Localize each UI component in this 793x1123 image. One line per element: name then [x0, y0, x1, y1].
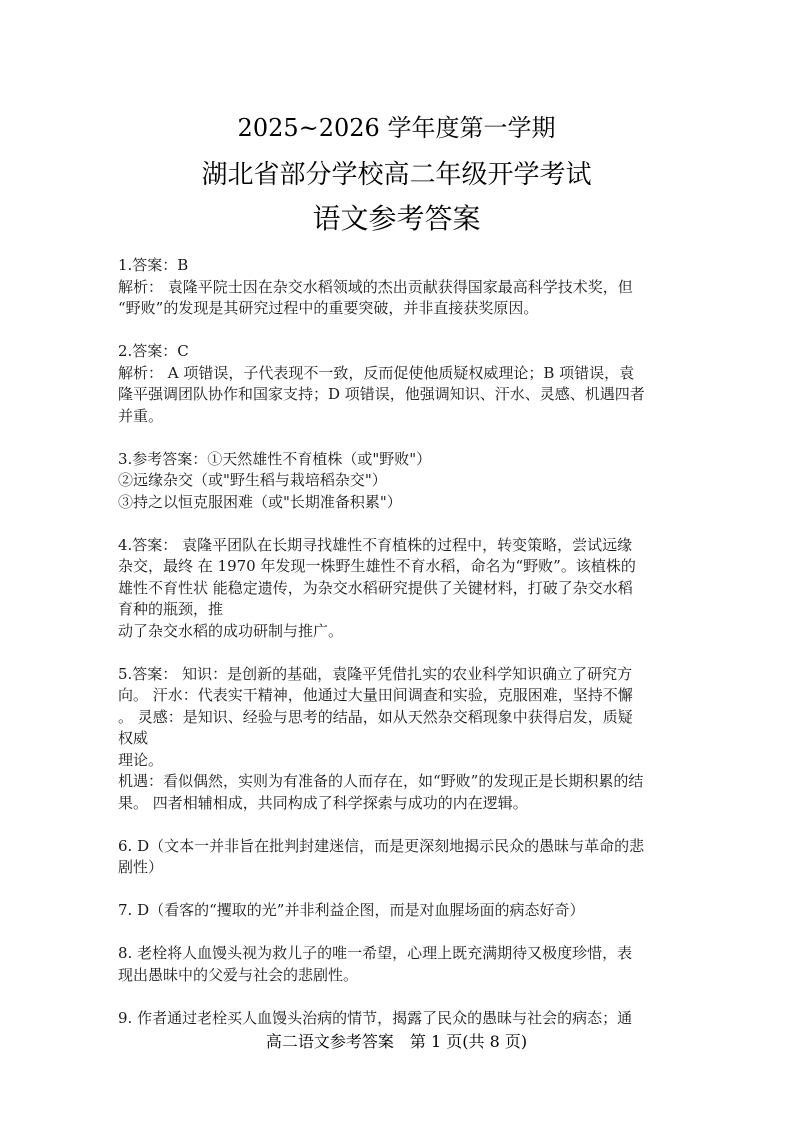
paragraph-gap — [118, 986, 676, 1008]
exam-title: 湖北省部分学校高二年级开学考试 — [201, 160, 592, 190]
answer-line: 7. D（看客的“攫取的光”并非利益企图，而是对血腥场面的病态好奇） — [118, 901, 585, 919]
paragraph-gap — [118, 814, 676, 836]
answer-line: 向。 汗水：代表实干精神，他通过大量田间调查和实验，克服困难，坚持不懈 — [118, 686, 633, 704]
answer-line: “野败”的发现是其研究过程中的重要突破，并非直接获奖原因。 — [118, 299, 539, 317]
paragraph-gap — [118, 879, 676, 901]
answer-line: 并重。 — [118, 406, 164, 425]
answer-line: 4.答案： 袁隆平团队在长期寻找雄性不育植株的过程中，转变策略，尝试远缘 — [118, 535, 633, 554]
answer-item-4 — [118, 535, 676, 643]
answer-line: ②远缘杂交（或"野生稻与栽培稻杂交"） — [118, 471, 387, 489]
paragraph-gap — [118, 922, 676, 944]
answer-line: 果。 四者相辅相成，共同构成了科学探索与成功的内在逻辑。 — [118, 793, 528, 812]
answer-line: 权威 — [118, 729, 149, 747]
paragraph-gap — [118, 427, 676, 449]
answer-line: 解析： A 项错误，子代表现不一致，反而促使他质疑权威理论；B 项错误，袁 — [118, 363, 635, 382]
answer-list — [118, 255, 676, 1029]
answer-item-1 — [118, 255, 676, 320]
page-footer: 高二语文参考答案 第 1 页(共 8 页) — [265, 1032, 528, 1051]
subject-title: 语文参考答案 — [312, 202, 481, 235]
answer-line: ③持之以恒克服困难（或"长期准备积累"） — [118, 492, 402, 511]
term-title: 2025~2026 学年度第一学期 — [237, 114, 556, 142]
answer-line: 隆平强调团队协作和国家支持；D 项错误，他强调知识、汗水、灵感、机遇四者 — [118, 385, 645, 403]
answer-line: 育种的瓶颈，推 — [118, 600, 224, 618]
paragraph-gap — [118, 642, 676, 664]
answer-line: 杂交，最终 在 1970 年发现一株野生雄性不育水稻，命名为“野败”。该植株的 — [118, 557, 636, 575]
answer-line: 1.答案：B — [118, 256, 189, 274]
answer-item-8 — [118, 943, 676, 986]
answer-item-3 — [118, 449, 676, 514]
answer-item-9 — [118, 1008, 676, 1030]
answer-item-7 — [118, 900, 676, 922]
answer-line: 9. 作者通过老栓买人血馒头治病的情节，揭露了民众的愚昧与社会的病态；通 — [118, 1008, 633, 1027]
answer-line: 8. 老栓将人血馒头视为救儿子的唯一希望，心理上既充满期待又极度珍惜，表 — [118, 944, 633, 962]
answer-line: 5.答案： 知识：是创新的基础，袁隆平凭借扎实的农业科学知识确立了研究方 — [118, 664, 633, 683]
answer-item-5 — [118, 664, 676, 815]
answer-line: 6. D（文本一并非旨在批判封建迷信，而是更深刻地揭示民众的愚昧与革命的悲 — [118, 836, 645, 855]
answer-line: 2.答案：C — [118, 342, 189, 360]
paragraph-gap — [118, 513, 676, 535]
answer-line: 雄性不育性状 能稳定遗传，为杂交水稻研究提供了关键材料，打破了杂交水稻 — [118, 578, 633, 597]
answer-item-6 — [118, 836, 676, 879]
answer-item-2 — [118, 341, 676, 427]
answer-line: 剧性） — [118, 858, 164, 876]
answer-line: 动了杂交水稻的成功研制与推广。 — [118, 621, 344, 640]
answer-line: 机遇：看似偶然，实则为有准备的人而存在，如“野败”的发现正是长期积累的结 — [118, 772, 644, 790]
answer-line: 。 灵感：是知识、经验与思考的结晶，如从天然杂交稻现象中获得启发，质疑 — [118, 707, 633, 726]
answer-line: 解析： 袁隆平院士因在杂交水稻领域的杰出贡献获得国家最高科学技术奖，但 — [118, 277, 633, 296]
answer-line: 理论。 — [118, 750, 164, 769]
answer-line: 3.参考答案：①天然雄性不育植株（或"野败"） — [118, 449, 432, 468]
answer-line: 现出愚昧中的父爱与社会的悲剧性。 — [118, 965, 359, 984]
paragraph-gap — [118, 320, 676, 342]
